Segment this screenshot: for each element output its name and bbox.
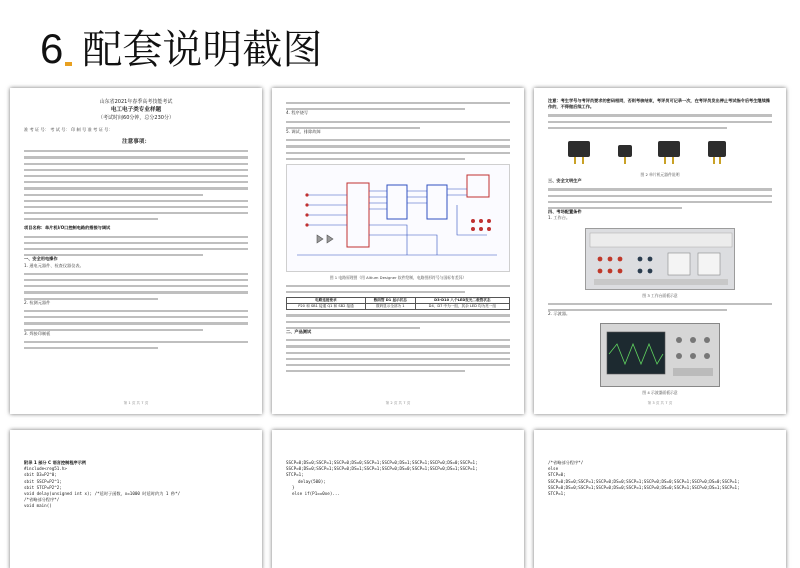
code-line: void delay(unsigned int x); /*延时子函数，x=1000 时延时约为 1 秒*/ xyxy=(24,491,181,497)
code-line: /*省略部分程序*/ xyxy=(548,460,584,465)
figure-4-caption: 图 4 示波器面板示意 xyxy=(642,390,678,396)
table-header-cell: 数码管 D1 显示状态 xyxy=(365,298,415,304)
appendix-title: 附录 1 部分 C 语言控制程序示例 xyxy=(24,460,87,465)
oscilloscope-drawing xyxy=(601,324,721,388)
schematic-drawing xyxy=(287,165,509,273)
component-photo xyxy=(568,141,590,157)
exam-warning: 注意：考生学号与考评员要求的密码相同，否则考核结束，考评员可记录一次，在考评员发出停止考试指令后考生继续操作的，不得做后续工作。 xyxy=(548,98,770,110)
figure-2-caption: 图 2 单片机元器件说明 xyxy=(640,171,680,177)
code-line: sbit D3=P2^0; xyxy=(24,472,57,478)
component-photos xyxy=(548,135,772,169)
document-page-2 xyxy=(272,88,524,414)
code-line: SSCP=0;DS=0;SSCP=1;SSCP=0;DS=0;SSCP=1;SSCP=0;DS=0;SSCP=1;SSCP=0;DS=0;SSCP=1; xyxy=(548,478,740,484)
table-cell: P20 和 SB1 接通 Q1 和 SB2 接通 xyxy=(287,304,366,310)
page-footer: 第 1 页 共 7 页 xyxy=(123,400,149,405)
document-page-6 xyxy=(534,430,786,568)
code-line: STCP=1; xyxy=(286,472,304,478)
document-page-5 xyxy=(272,430,524,568)
code-line: #include<reg51.h> xyxy=(24,466,67,472)
exam-subject: 电工电子类专业样题 xyxy=(110,107,162,113)
project-title: 项目名称：单片机I/O口控制电路的搭接与调试 xyxy=(24,225,111,231)
section-heading xyxy=(40,14,323,73)
document-page-4 xyxy=(10,430,262,568)
table-header-cell: 电路连接要求 xyxy=(287,298,366,304)
code-line: SSCP=0;DS=0;SSCP=1;SSCP=0;DS=0;SSCP=1;SSCP=0;DS=1;SSCP=1;SSCP=0;DS=0;SSCP=1; xyxy=(286,460,478,465)
section-exam-equipment: 四、考场配置条件 xyxy=(548,209,582,215)
exam-time-note: （考试时间60分钟，总分230分） xyxy=(98,115,174,121)
component-photo xyxy=(618,145,632,157)
code-line: sbit STCP=P2^2; xyxy=(24,484,62,490)
workbench-panel-drawing xyxy=(586,229,736,291)
section-safe-production: 三、安全文明生产 xyxy=(548,178,582,184)
circuit-state-table xyxy=(286,297,510,310)
code-line: /*省略部分程序*/ xyxy=(24,497,60,503)
code-line: SSCP=0;DS=0;SSCP=1;SSCP=0;DS=0;SSCP=1;SSCP=0;DS=0;SSCP=1;SSCP=0;DS=1;SSCP=1; xyxy=(548,484,740,490)
section-product-test: 二、产品测试 xyxy=(286,329,312,335)
code-line: STCP=0; xyxy=(548,472,566,478)
page-footer: 第 2 页 共 7 页 xyxy=(385,400,411,405)
table-header-cell: D3-D10 八个LED发光二极管状态 xyxy=(415,298,509,304)
section-safety-operation: 一、安全用电操作 xyxy=(24,256,58,262)
circuit-schematic xyxy=(286,164,510,272)
code-line: else if(P1==0xe)... xyxy=(292,491,340,497)
exam-title: 山东省2021年春季高考技能考试 xyxy=(99,99,173,105)
component-photo xyxy=(708,141,726,157)
code-line: SSCP=0;DS=0;SSCP=1;SSCP=0;DS=1;SSCP=1;SSCP=0;DS=0;SSCP=1;SSCP=0;DS=1;SSCP=1; xyxy=(286,466,478,472)
section-title: 配套说明截图 xyxy=(82,27,323,73)
code-line: delay(500); xyxy=(298,478,326,484)
table-cell: 数码显示全部为 1 xyxy=(365,304,415,310)
equipment-item-2: 2. 示波器。 xyxy=(548,311,571,317)
step-2: 2. 检测元器件 xyxy=(24,299,51,305)
table-cell: D4、D7 中为一组，其余 LED 均为亮一组 xyxy=(415,304,509,310)
section-program-burn: 4. 程序烧写 xyxy=(286,110,309,116)
workbench-panel-image xyxy=(585,228,735,290)
code-line: void main() xyxy=(24,503,52,509)
component-photo xyxy=(658,141,680,157)
section-number: 6 xyxy=(40,25,64,72)
code-line: STCP=1; xyxy=(548,491,566,497)
document-page-3 xyxy=(534,88,786,414)
document-page-1 xyxy=(10,88,262,414)
notice-title: 注意事项： xyxy=(122,139,150,146)
oscilloscope-image xyxy=(600,323,720,387)
figure-3-caption: 图 3 工作台面板示意 xyxy=(642,292,678,298)
number-separator xyxy=(65,62,72,66)
step-3: 3. 焊接印制板 xyxy=(24,330,51,336)
candidate-fields: 准 考 证 号： 考 试 号： 印 制 号 准 考 证 号： xyxy=(24,127,113,132)
figure-1-caption: 图 1 电路原理图（用 Altium Designer 软件绘制，电路图形符号与国标有差异） xyxy=(329,274,467,280)
step-1: 1. 通电元器件、检查仪器仪表。 xyxy=(24,262,84,268)
section-debug: 5. 调试、排除故障 xyxy=(286,128,321,134)
equipment-item-1: 1. 工作台。 xyxy=(548,215,571,221)
page-footer: 第 3 页 共 7 页 xyxy=(647,400,673,405)
code-line: } xyxy=(292,484,295,490)
code-line: else xyxy=(548,466,559,472)
code-line: sbit SSCP=P2^1; xyxy=(24,478,62,484)
